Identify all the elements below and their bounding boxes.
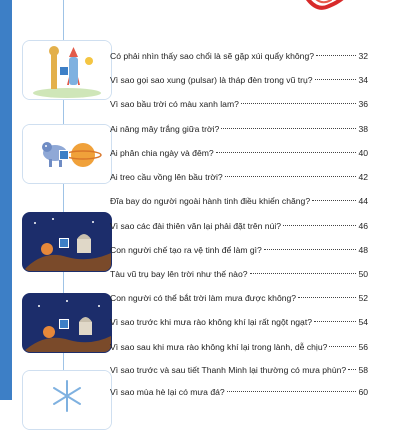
- toc-entry-title: Vì sao trước và sau tiết Thanh Minh lại thường có mưa phùn?: [110, 365, 347, 375]
- toc-entry-page: 60: [358, 387, 368, 397]
- toc-entry[interactable]: [110, 48, 368, 64]
- toc-entry[interactable]: [110, 121, 368, 137]
- toc-entry-page: 40: [358, 148, 368, 158]
- toc-entry[interactable]: [110, 96, 368, 112]
- toc-entry-title: Vì sao trước khi mưa rào không khí lại rất ngột ngạt?: [110, 317, 313, 327]
- toc-leader-dots: [216, 152, 357, 153]
- toc-entry-title: Có phải nhìn thấy sao chổi là sẽ gặp xúi quẩy không?: [110, 51, 315, 61]
- toc-leader-dots: [250, 273, 357, 274]
- toc-leader-dots: [316, 55, 356, 56]
- toc-entry-page: 38: [358, 124, 368, 134]
- toc-entry-page: 36: [358, 99, 368, 109]
- toc-entry[interactable]: [110, 362, 368, 378]
- toc-leader-dots: [348, 369, 356, 370]
- toc-entry-page: 58: [358, 365, 368, 375]
- toc-entry-title: Đĩa bay do người ngoài hành tinh điều khiển chăng?: [110, 196, 311, 206]
- rail-marker: [59, 319, 69, 329]
- toc-entry-title: Vì sao bầu trời có màu xanh lam?: [110, 99, 239, 109]
- toc-leader-dots: [312, 200, 356, 201]
- toc-entry[interactable]: [110, 145, 368, 161]
- snowflake-icon: [23, 371, 111, 429]
- toc-entry-title: Vì sao các đài thiên văn lại phải đặt trên núi?: [110, 221, 282, 231]
- toc-entry-title: Ai phân chia ngày và đêm?: [110, 148, 214, 158]
- toc-entry[interactable]: [110, 218, 368, 234]
- toc-leader-dots: [314, 321, 356, 322]
- toc-entry-title: Vì sao gọi sao xung (pulsar) là tháp đèn trong vũ trụ?: [110, 75, 313, 85]
- swirl-icon: [303, 0, 349, 14]
- toc-leader-dots: [225, 176, 357, 177]
- toc-entry[interactable]: [110, 290, 368, 306]
- toc-entry-title: Con người có thể bắt trời làm mưa được không?: [110, 293, 297, 303]
- toc-leader-dots: [227, 391, 357, 392]
- toc-entry-page: 56: [358, 342, 368, 352]
- toc-entry-page: 32: [358, 51, 368, 61]
- toc-entry-page: 54: [358, 317, 368, 327]
- toc-entry[interactable]: [110, 314, 368, 330]
- toc-entry[interactable]: [110, 193, 368, 209]
- thumbnail-snowflake: [22, 370, 112, 430]
- toc-entry-title: Vì sao mùa hè lại có mưa đá?: [110, 387, 225, 397]
- toc-entry-page: 52: [358, 293, 368, 303]
- toc-entry-title: Ai nâng mây trắng giữa trời?: [110, 124, 220, 134]
- toc-entry-title: Ai treo cầu vồng lên bầu trời?: [110, 172, 223, 182]
- toc-entry-title: Vì sao sau khi mưa rào không khí lại trong lành, dễ chịu?: [110, 342, 328, 352]
- toc-entry[interactable]: [110, 266, 368, 282]
- toc-entry[interactable]: [110, 384, 368, 400]
- rail-marker: [59, 238, 69, 248]
- toc-leader-dots: [264, 249, 357, 250]
- rail-marker: [59, 150, 69, 160]
- rail-marker: [59, 66, 69, 76]
- toc-entry[interactable]: [110, 242, 368, 258]
- toc-leader-dots: [298, 297, 356, 298]
- toc-entry-page: 46: [358, 221, 368, 231]
- toc-entry[interactable]: [110, 339, 368, 355]
- toc-entry-page: 50: [358, 269, 368, 279]
- toc-entry-page: 48: [358, 245, 368, 255]
- toc-entry-title: Con người chế tạo ra vệ tinh để làm gì?: [110, 245, 262, 255]
- toc-leader-dots: [241, 103, 357, 104]
- toc-leader-dots: [221, 128, 356, 129]
- toc-entry-title: Tàu vũ trụ bay lên trời như thế nào?: [110, 269, 248, 279]
- toc-entry[interactable]: [110, 72, 368, 88]
- toc-entry-page: 34: [358, 75, 368, 85]
- toc-leader-dots: [283, 225, 356, 226]
- toc-entry-page: 44: [358, 196, 368, 206]
- toc-entry-page: 42: [358, 172, 368, 182]
- toc-leader-dots: [329, 346, 356, 347]
- toc-leader-dots: [315, 79, 357, 80]
- toc-entry[interactable]: [110, 169, 368, 185]
- left-accent-bar: [0, 0, 12, 400]
